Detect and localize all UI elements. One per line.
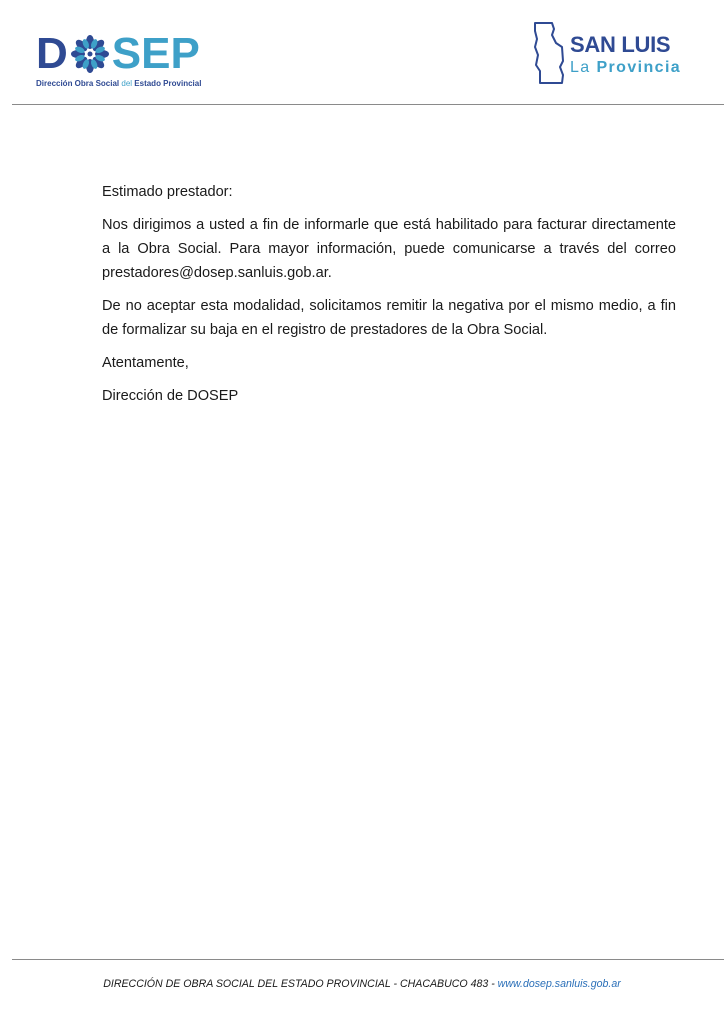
footer-divider [12, 959, 724, 960]
san-luis-subtitle-la: La [570, 59, 597, 76]
salutation: Estimado prestador: [102, 184, 233, 200]
header-divider [12, 104, 724, 105]
dosep-subtitle-part2: del [121, 79, 133, 88]
paragraph-negativa: De no aceptar esta modalidad, solicitamos remitir la negativa por el mismo medio, a fin de formalizar su baja en el registro de prestadores de la Obra Social. [102, 298, 676, 338]
letterhead [0, 0, 724, 106]
san-luis-subtitle-provincia: Provincia [596, 59, 682, 76]
footer-address: DIRECCIÓN DE OBRA SOCIAL DEL ESTADO PROVINCIAL - CHACABUCO 483 - [103, 978, 498, 990]
dosep-subtitle-part1: Dirección Obra Social [36, 79, 122, 88]
paragraph-habilitacion: Nos dirigimos a usted a fin de informarle que está habilitado para facturar directamente a la Obra Social. Para mayor información, puede comunicarse a través del correo prestadores@dosep.sanluis.gob.ar. [102, 217, 676, 281]
dosep-wordmark [36, 30, 200, 78]
signature: Dirección de DOSEP [102, 388, 239, 404]
letter-body [102, 180, 676, 417]
dosep-wordmark-d: D [36, 29, 68, 78]
dosep-flower-icon [70, 34, 110, 74]
dosep-logo [36, 30, 226, 92]
san-luis-map-icon [532, 21, 566, 85]
dosep-wordmark-sep: SEP [111, 29, 200, 78]
san-luis-title: SAN LUIS [570, 32, 671, 57]
dosep-subtitle [36, 79, 201, 88]
san-luis-subtitle [570, 59, 681, 77]
dosep-subtitle-part3: Estado Provincial [132, 79, 202, 88]
closing: Atentamente, [102, 355, 189, 371]
footer [0, 978, 724, 990]
footer-website-link[interactable]: www.dosep.sanluis.gob.ar [497, 978, 621, 990]
san-luis-logo [532, 21, 692, 85]
